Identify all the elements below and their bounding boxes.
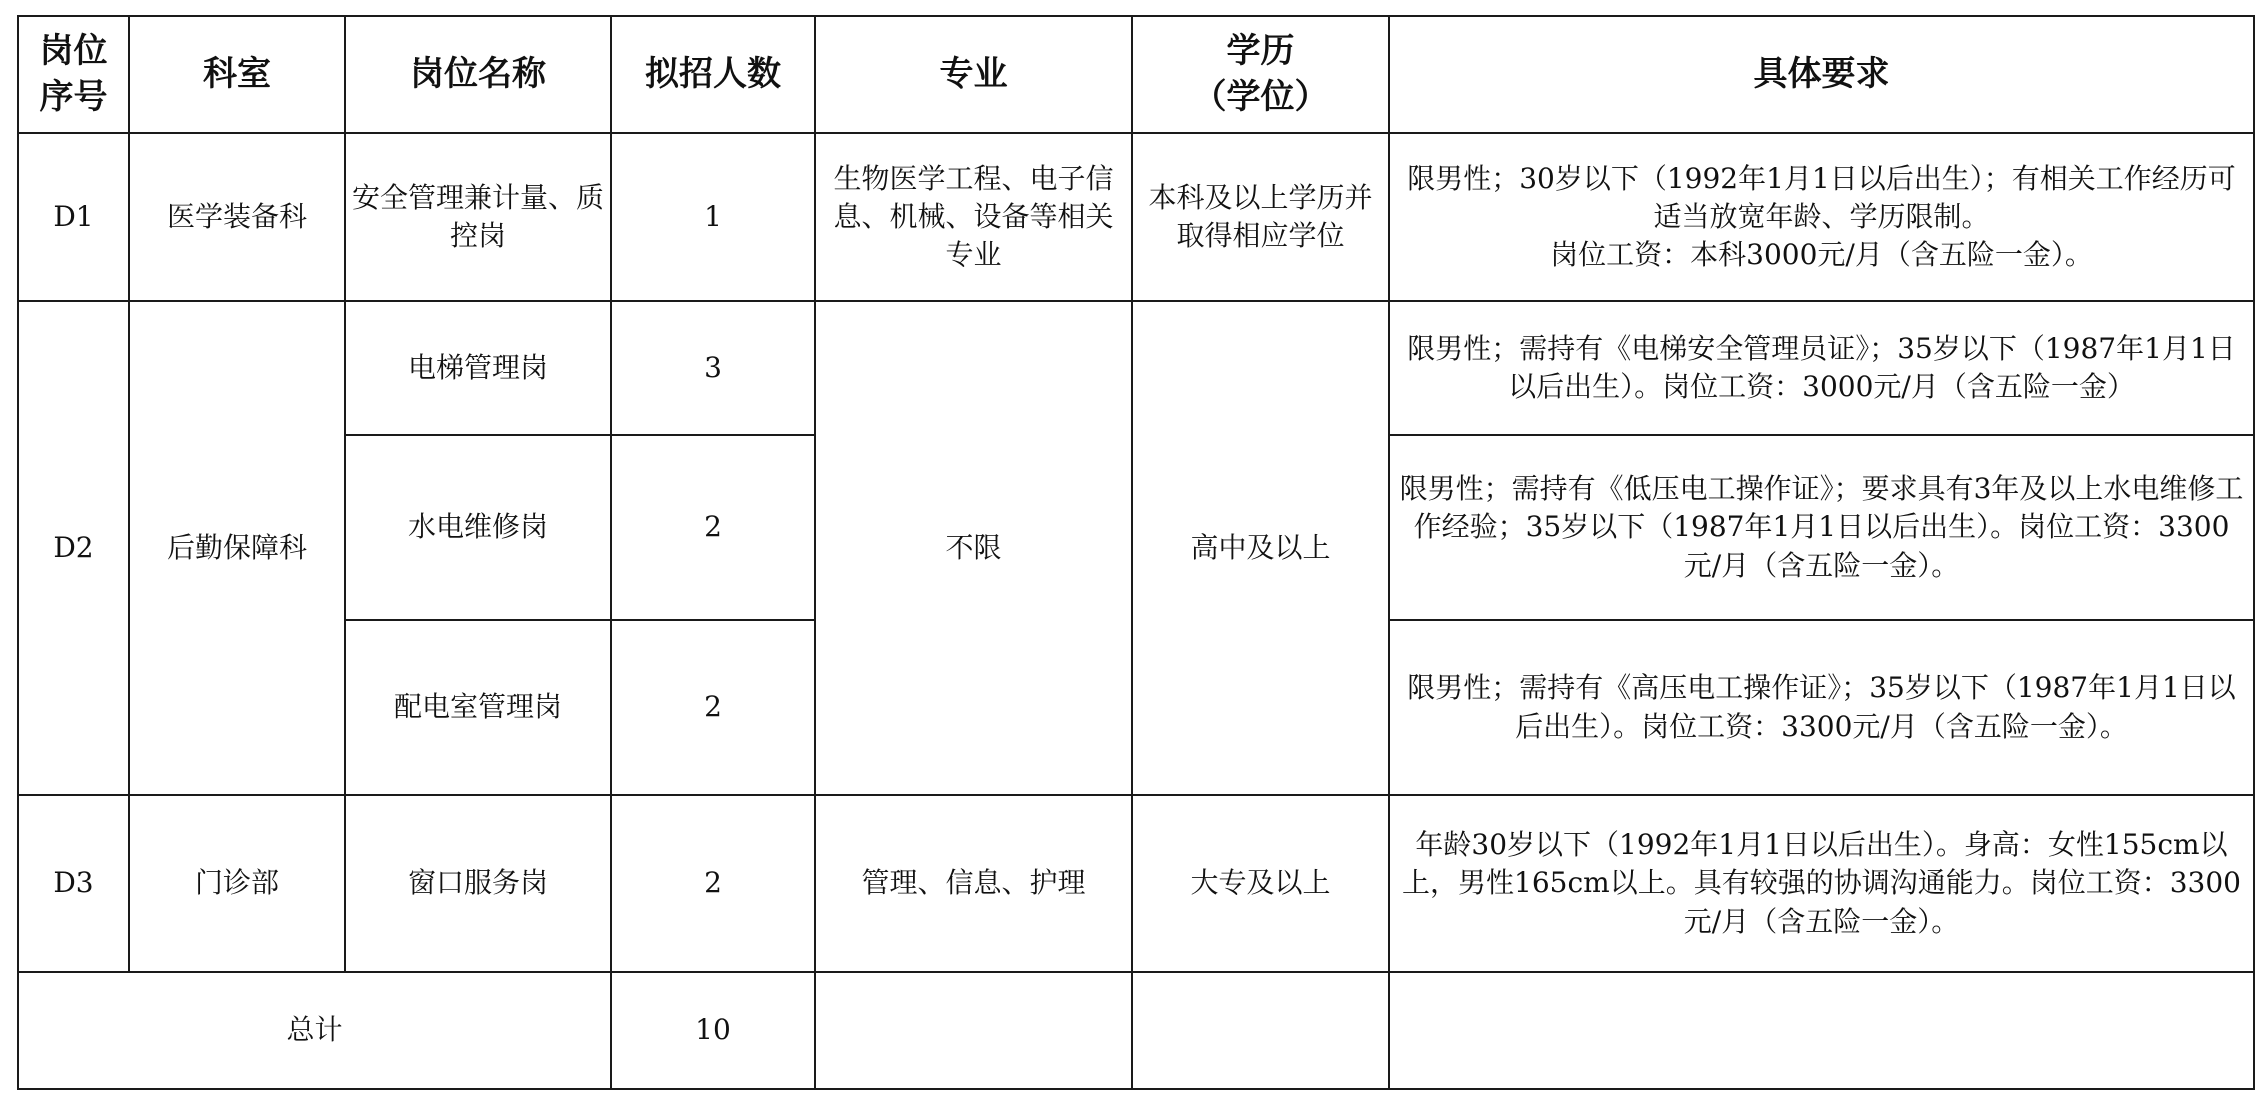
d3-dept: 门诊部 [129, 795, 345, 972]
d2-position-power-room: 配电室管理岗 [345, 620, 611, 795]
header-edu [1132, 16, 1389, 133]
d3-req: 年龄30岁以下（1992年1月1日以后出生）。身高：女性155cm以上，男性165cm以上。具有较强的协调沟通能力。岗位工资：3300元/月（含五险一金）。 [1389, 795, 2254, 972]
d1-position: 安全管理兼计量、质控岗 [345, 133, 611, 301]
d1-edu: 本科及以上学历并取得相应学位 [1132, 133, 1389, 301]
total-req-empty [1389, 972, 2254, 1089]
header-dept: 科室 [129, 16, 345, 133]
d1-dept: 医学装备科 [129, 133, 345, 301]
header-seq-label: 岗位 序号 [39, 30, 108, 117]
d1-req: 限男性；30岁以下（1992年1月1日以后出生）；有相关工作经历可适当放宽年龄、学历限制。 岗位工资：本科3000元/月（含五险一金）。 [1389, 133, 2254, 301]
d1-major: 生物医学工程、电子信息、机械、设备等相关专业 [815, 133, 1132, 301]
d2-seq: D2 [18, 301, 129, 795]
d3-seq: D3 [18, 795, 129, 972]
header-count: 拟招人数 [611, 16, 815, 133]
table-row-d3 [18, 795, 2254, 972]
table-row-d2-elevator [18, 301, 2254, 435]
d2-count-power-room: 2 [611, 620, 815, 795]
d2-req-maintenance: 限男性；需持有《低压电工操作证》；要求具有3年及以上水电维修工作经验；35岁以下（1987年1月1日以后出生）。岗位工资：3300元/月（含五险一金）。 [1389, 435, 2254, 620]
d2-dept: 后勤保障科 [129, 301, 345, 795]
d1-seq: D1 [18, 133, 129, 301]
d3-position: 窗口服务岗 [345, 795, 611, 972]
header-position: 岗位名称 [345, 16, 611, 133]
header-row [18, 16, 2254, 133]
d2-count-maintenance: 2 [611, 435, 815, 620]
d3-count: 2 [611, 795, 815, 972]
total-label: 总计 [18, 972, 611, 1089]
total-major-empty [815, 972, 1132, 1089]
header-edu-label: 学历 （学位） [1192, 30, 1329, 117]
d1-count: 1 [611, 133, 815, 301]
header-req: 具体要求 [1389, 16, 2254, 133]
recruitment-table [17, 15, 2255, 1090]
d2-major: 不限 [815, 301, 1132, 795]
d2-position-maintenance: 水电维修岗 [345, 435, 611, 620]
d3-edu: 大专及以上 [1132, 795, 1389, 972]
table-row-d1 [18, 133, 2254, 301]
total-count: 10 [611, 972, 815, 1089]
total-row [18, 972, 2254, 1089]
d2-position-elevator: 电梯管理岗 [345, 301, 611, 435]
header-major: 专业 [815, 16, 1132, 133]
total-edu-empty [1132, 972, 1389, 1089]
d3-major: 管理、信息、护理 [815, 795, 1132, 972]
d2-edu: 高中及以上 [1132, 301, 1389, 795]
d2-req-elevator: 限男性；需持有《电梯安全管理员证》；35岁以下（1987年1月1日以后出生）。岗位工资：3000元/月（含五险一金） [1389, 301, 2254, 435]
header-seq [18, 16, 129, 133]
d2-count-elevator: 3 [611, 301, 815, 435]
d2-req-power-room: 限男性；需持有《高压电工操作证》；35岁以下（1987年1月1日以后出生）。岗位工资：3300元/月（含五险一金）。 [1389, 620, 2254, 795]
